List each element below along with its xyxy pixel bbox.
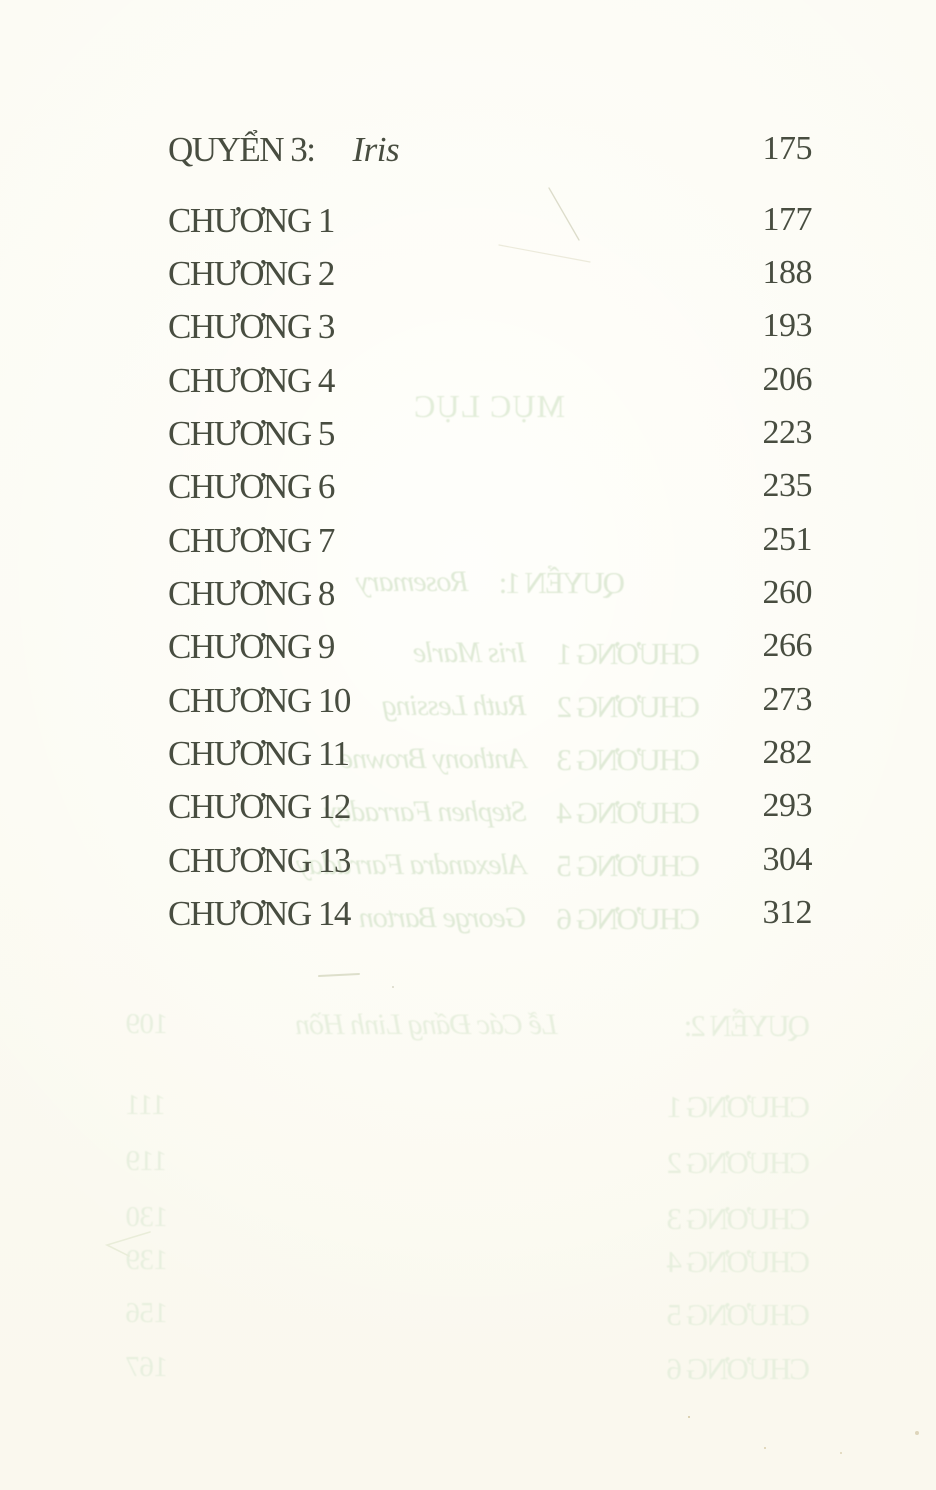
chapter-label: CHƯƠNG 3: [168, 307, 334, 347]
chapter-page-number: 266: [762, 627, 812, 665]
toc-row: [168, 469, 812, 522]
chapter-label: CHƯƠNG 10: [168, 680, 350, 720]
ghost-chapter-name: Ruth Lessing: [382, 689, 527, 722]
ghost-book-label: QUYỂN 2:: [685, 1008, 810, 1043]
ghost-chapter-label: CHƯƠNG 5: [558, 848, 700, 883]
ghost-chapter-label: CHƯƠNG 1: [668, 1089, 810, 1124]
ghost-chapter-label: CHƯƠNG 2: [668, 1145, 810, 1180]
ghost-toc-row: [126, 1091, 810, 1122]
chapter-page-number: 293: [762, 787, 812, 825]
chapter-page-number: 312: [762, 893, 812, 931]
toc-row: [168, 413, 812, 469]
book-label: QUYỂN 3:: [168, 130, 315, 169]
ghost-chapter-name: George Barton: [359, 901, 527, 934]
ghost-page-number: 139: [126, 1244, 168, 1276]
scan-artifact-mark: [318, 973, 360, 977]
chapter-label: CHƯƠNG 9: [168, 627, 334, 667]
chapter-label: CHƯƠNG 1: [168, 200, 334, 240]
ghost-chapter-label: CHƯƠNG 4: [668, 1244, 810, 1279]
ghost-chapter-label: CHƯƠNG 3: [668, 1201, 810, 1236]
table-of-contents: [168, 132, 812, 949]
ghost-book-title: Lễ Các Đấng Linh Hồn: [295, 1008, 558, 1041]
chapter-page-number: 251: [762, 520, 812, 558]
ghost-toc-row: [126, 1147, 810, 1178]
ghost-page-number: 119: [126, 1145, 167, 1177]
ghost-toc-row: [126, 1246, 810, 1277]
ghost-book-label: QUYỂN 1:: [500, 565, 625, 600]
toc-row: [168, 893, 812, 949]
ghost-chapter-label: CHƯƠNG 2: [558, 689, 700, 724]
chapter-page-number: 235: [762, 467, 812, 505]
chapter-page-number: 206: [762, 360, 812, 398]
ghost-page-number: 156: [126, 1297, 168, 1329]
book-title: Iris: [352, 130, 400, 169]
chapter-label: CHƯƠNG 5: [168, 413, 334, 453]
chapter-label: CHƯƠNG 12: [168, 787, 350, 827]
toc-row: [168, 680, 812, 736]
toc-row: [168, 573, 812, 629]
scan-artifact-scratch: [100, 1228, 156, 1260]
chapter-label: CHƯƠNG 7: [168, 520, 334, 560]
ghost-chapter-name: Iris Marle: [413, 636, 527, 669]
ghost-book2-header-row: [126, 1010, 810, 1041]
toc-row: [168, 309, 812, 362]
ghost-toc-title: MỤC LỤC: [413, 388, 565, 424]
toc-row: [168, 200, 812, 256]
book-page-number: 175: [762, 130, 812, 167]
toc-row: [168, 840, 812, 896]
chapter-label: CHƯƠNG 14: [168, 893, 350, 933]
toc-row: [168, 789, 812, 842]
toc-row: [168, 629, 812, 682]
chapter-page-number: 304: [762, 840, 812, 878]
ghost-chapter-label: CHƯƠNG 3: [558, 742, 700, 777]
ghost-book-title: Rosemary: [356, 565, 469, 598]
ghost-chapter-label: CHƯƠNG 5: [668, 1297, 810, 1332]
chapter-label: CHƯƠNG 4: [168, 360, 334, 400]
chapter-page-number: 177: [762, 200, 812, 238]
toc-row: [168, 253, 812, 309]
toc-row: [168, 360, 812, 416]
scan-artifact-scratch: [546, 186, 586, 244]
chapter-label: CHƯƠNG 11: [168, 733, 349, 773]
ghost-chapter-label: CHƯƠNG 1: [558, 636, 700, 671]
ghost-page-number: 130: [126, 1201, 168, 1233]
ghost-chapter-label: CHƯƠNG 6: [558, 901, 700, 936]
ghost-chapter-label: CHƯƠNG 4: [558, 795, 700, 830]
chapter-page-number: 193: [762, 307, 812, 345]
chapter-label: CHƯƠNG 2: [168, 253, 334, 293]
chapter-label: CHƯƠNG 13: [168, 840, 350, 880]
chapter-label: CHƯƠNG 8: [168, 573, 334, 613]
ghost-page-number: 167: [126, 1351, 168, 1383]
ghost-toc-row: [126, 1353, 810, 1384]
ghost-toc-row: [126, 1203, 810, 1234]
ghost-chapter-name: Anthony Browne: [340, 742, 527, 775]
toc-row: [168, 520, 812, 576]
chapter-page-number: 282: [762, 733, 812, 771]
ghost-chapter-label: CHƯƠNG 6: [668, 1351, 810, 1386]
toc-row: [168, 733, 812, 789]
scan-artifact-scratch: [497, 242, 593, 266]
ghost-chapter-name: Alexandra Farraday: [297, 848, 527, 881]
ghost-page-number: 111: [126, 1089, 166, 1121]
chapter-page-number: 273: [762, 680, 812, 718]
chapter-page-number: 260: [762, 573, 812, 611]
ghost-page-number: 109: [126, 1008, 169, 1040]
ghost-chapter-name: Stephen Farraday: [325, 795, 527, 828]
chapter-label: CHƯƠNG 6: [168, 467, 334, 507]
book-header-row: [168, 132, 812, 203]
dust-specks: [688, 1416, 690, 1418]
ghost-toc-row: [126, 1299, 810, 1330]
chapter-page-number: 223: [762, 413, 812, 451]
chapter-page-number: 188: [762, 253, 812, 291]
